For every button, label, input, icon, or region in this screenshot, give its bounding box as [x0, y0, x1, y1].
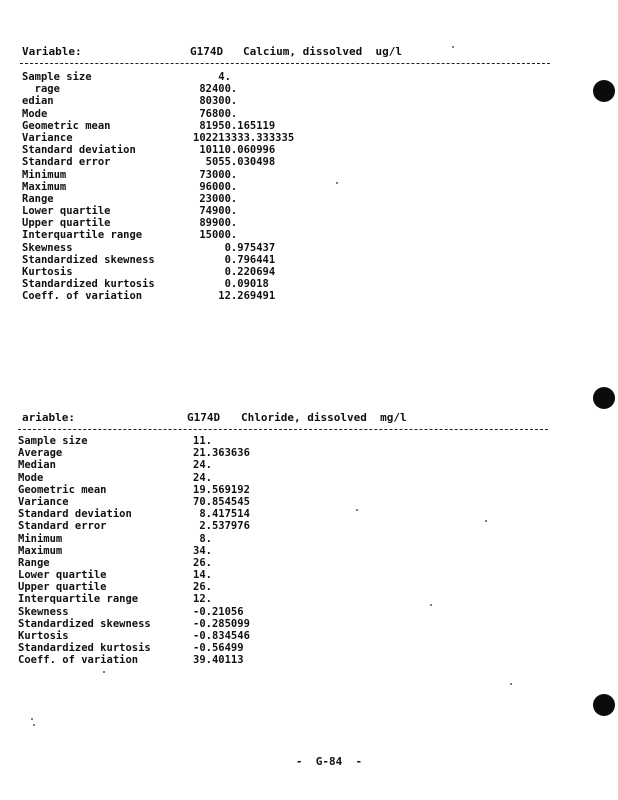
page-number-text: - G-84 - — [295, 755, 363, 768]
stats-row — [22, 156, 352, 168]
stat-label: edian — [22, 95, 54, 108]
stat-value: 24. — [193, 459, 212, 472]
stats-row — [22, 242, 352, 254]
stat-value: 82400. — [193, 83, 238, 96]
stat-label: Upper quartile — [18, 581, 107, 594]
stat-value: 0.975437 — [193, 241, 276, 254]
stat-value: 80300. — [193, 95, 238, 108]
stat-value: 2.537976 — [193, 520, 250, 533]
stats-row — [18, 618, 348, 630]
stat-label: Skewness — [22, 241, 73, 254]
stat-label: Interquartile range — [18, 593, 139, 606]
stats-row — [18, 581, 348, 593]
stat-value: 5055.030498 — [193, 156, 276, 169]
variable-label: Variable: — [22, 45, 82, 58]
variable-description: Chloride, dissolved mg/l — [241, 411, 407, 424]
scan-speck — [356, 509, 358, 511]
header-rule — [20, 63, 550, 64]
scan-speck — [485, 520, 487, 522]
scan-speck — [31, 718, 33, 720]
stats-row — [22, 278, 352, 290]
stats-row — [22, 217, 352, 229]
stat-label: Range — [18, 556, 50, 569]
stats-table — [22, 71, 352, 303]
stats-row — [18, 606, 348, 618]
stat-label: Variance — [18, 495, 69, 508]
stat-label: Standardized kurtosis — [22, 278, 155, 291]
punch-hole — [593, 80, 615, 102]
stats-row — [22, 120, 352, 132]
stat-value: 10110.060996 — [193, 144, 276, 157]
stat-value: 8.417514 — [193, 508, 250, 521]
stat-label: Mode — [22, 107, 48, 120]
stat-value: -0.834546 — [193, 630, 250, 642]
stat-label: Range — [22, 192, 54, 205]
stat-label: Sample size — [22, 71, 92, 83]
stat-value: 23000. — [193, 192, 238, 205]
stats-row — [22, 254, 352, 266]
stat-label: rage — [22, 83, 60, 96]
scan-speck — [510, 683, 512, 685]
stat-label: Standard error — [18, 520, 107, 533]
stat-label: Lower quartile — [18, 569, 107, 582]
stat-value: 26. — [193, 556, 212, 569]
stat-label: Median — [18, 459, 56, 472]
stat-label: Maximum — [18, 544, 63, 557]
stats-row — [18, 459, 348, 471]
stats-row — [18, 447, 348, 459]
scan-speck — [103, 671, 105, 673]
stats-row — [18, 593, 348, 605]
stat-label: Geometric mean — [22, 119, 111, 132]
stat-value: 21.363636 — [193, 447, 250, 460]
stat-value: 0.796441 — [193, 253, 276, 266]
stats-row — [18, 520, 348, 532]
punch-hole — [593, 387, 615, 409]
stats-row — [18, 630, 348, 642]
stat-label: Geometric mean — [18, 483, 107, 496]
variable-code: G174D — [187, 411, 221, 424]
stats-table — [18, 435, 348, 667]
stat-label: Minimum — [22, 168, 67, 181]
stats-row — [18, 484, 348, 496]
stat-value: 26. — [193, 581, 212, 594]
stat-value: 102213333.333335 — [193, 131, 295, 144]
stat-label: Standard deviation — [22, 144, 136, 157]
stats-row — [18, 557, 348, 569]
stat-label: Skewness — [18, 605, 69, 618]
stats-row — [22, 132, 352, 144]
stats-row — [22, 205, 352, 217]
stat-label: Standardized kurtosis — [18, 642, 151, 655]
stats-row — [18, 654, 348, 666]
stat-label: Average — [18, 447, 63, 460]
stats-row — [22, 193, 352, 205]
stats-row — [22, 71, 352, 83]
stat-value: 19.569192 — [193, 483, 250, 496]
scan-speck — [33, 724, 35, 726]
stats-row — [22, 229, 352, 241]
stat-label: Coeff. of variation — [18, 654, 139, 667]
stats-row — [22, 95, 352, 107]
stat-value: 34. — [193, 544, 212, 557]
scan-speck — [336, 182, 338, 184]
stat-label: Standard deviation — [18, 508, 132, 521]
punch-hole — [593, 694, 615, 716]
stat-value: 8. — [193, 532, 212, 545]
stat-value: 15000. — [193, 229, 238, 242]
stat-value: 14. — [193, 569, 212, 582]
stat-value: 81950.165119 — [193, 119, 276, 132]
stats-row — [22, 169, 352, 181]
stat-value: 12. — [193, 593, 212, 606]
stat-value: 12.269491 — [193, 290, 276, 303]
stat-value: 89900. — [193, 217, 238, 230]
stat-label: Upper quartile — [22, 217, 111, 230]
header-rule — [18, 429, 548, 430]
stat-value: 0.09018 — [193, 278, 269, 291]
stats-row — [22, 290, 352, 302]
stats-row — [22, 181, 352, 193]
stat-label: Mode — [18, 471, 44, 484]
stats-row — [18, 435, 348, 447]
variable-description: Calcium, dissolved ug/l — [243, 45, 402, 58]
stats-row — [18, 545, 348, 557]
stat-label: Kurtosis — [18, 630, 69, 642]
stat-label: Kurtosis — [22, 266, 73, 278]
stat-value: -0.56499 — [193, 642, 244, 655]
stat-label: Interquartile range — [22, 229, 143, 242]
stat-value: 24. — [193, 471, 212, 484]
stat-label: Standard error — [22, 156, 111, 169]
stat-value: -0.21056 — [193, 605, 244, 618]
stat-value: 39.40113 — [193, 654, 244, 667]
stat-label: Standardized skewness — [22, 253, 155, 266]
stats-row — [22, 266, 352, 278]
stats-row — [18, 508, 348, 520]
stats-row — [18, 496, 348, 508]
stat-label: Coeff. of variation — [22, 290, 143, 303]
variable-label: ariable: — [22, 411, 75, 424]
stats-row — [22, 108, 352, 120]
stat-value: 0.220694 — [193, 266, 276, 278]
stats-row — [18, 472, 348, 484]
page-number — [0, 755, 618, 768]
variable-code: G174D — [190, 45, 224, 58]
stat-value: -0.285099 — [193, 617, 250, 630]
stat-value: 74900. — [193, 205, 238, 218]
stats-row — [18, 642, 348, 654]
stats-row — [18, 569, 348, 581]
stat-value: 73000. — [193, 168, 238, 181]
stat-label: Lower quartile — [22, 205, 111, 218]
stat-value: 76800. — [193, 107, 238, 120]
stat-label: Maximum — [22, 180, 67, 193]
stats-row — [22, 144, 352, 156]
stat-value: 96000. — [193, 180, 238, 193]
stat-label: Standardized skewness — [18, 617, 151, 630]
stat-label: Sample size — [18, 435, 88, 447]
stat-value: 11. — [193, 435, 212, 447]
stat-label: Variance — [22, 131, 73, 144]
scan-speck — [452, 46, 454, 48]
scan-speck — [430, 604, 432, 606]
stats-row — [22, 83, 352, 95]
stats-row — [18, 533, 348, 545]
stat-value: 70.854545 — [193, 495, 250, 508]
stat-value: 4. — [193, 71, 231, 83]
stat-label: Minimum — [18, 532, 63, 545]
